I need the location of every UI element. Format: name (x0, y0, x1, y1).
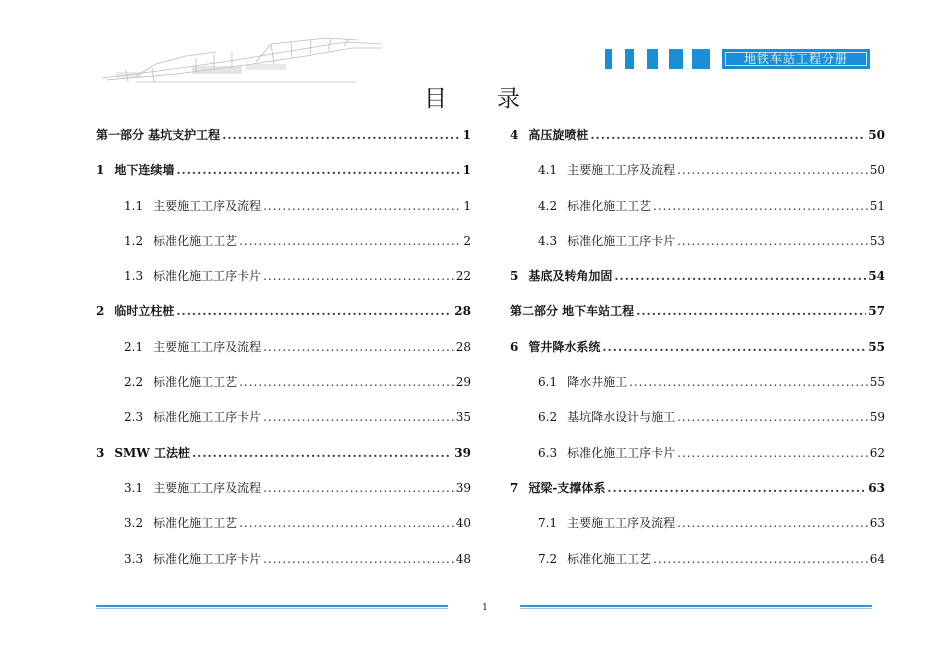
toc-entry-title: 基坑降水设计与施工 (567, 410, 676, 425)
toc-leader-dots (239, 506, 454, 541)
toc-entry-title: 标准化施工工序卡片 (153, 551, 262, 566)
toc-entry[interactable] (96, 153, 471, 188)
toc-entry-page: 57 (868, 304, 885, 319)
title-char-1: 目 (424, 86, 453, 112)
toc-entry-number: 2.3 (124, 410, 144, 425)
toc-entry[interactable] (96, 365, 471, 400)
toc-entry-number: 7.2 (538, 551, 558, 566)
page-title (0, 84, 950, 114)
toc-leader-dots (607, 471, 866, 506)
toc-entry-title: 标准化施工工艺 (567, 551, 652, 566)
toc-entry[interactable] (510, 118, 885, 153)
station-illustration (96, 34, 386, 86)
page-number: 1 (482, 603, 488, 613)
toc-entry[interactable] (96, 471, 471, 506)
toc-entry-title: 冠梁-支撑体系 (528, 480, 606, 495)
toc-leader-dots (263, 259, 454, 294)
toc-entry-title: 基底及转角加固 (528, 269, 613, 284)
toc-entry[interactable] (96, 259, 471, 294)
toc-entry-number: 2.2 (124, 375, 144, 390)
toc-entry-number: 3 (96, 445, 105, 460)
toc-right-column (510, 118, 885, 577)
toc-entry[interactable] (510, 259, 885, 294)
toc-leader-dots (636, 294, 866, 329)
toc-left-column (96, 118, 471, 577)
toc-entry[interactable] (510, 330, 885, 365)
toc-entry-page: 62 (869, 445, 885, 460)
toc-entry-number: 1.3 (124, 269, 144, 284)
toc-entry[interactable] (96, 330, 471, 365)
toc-leader-dots (222, 118, 460, 153)
toc-entry-number: 6.1 (538, 375, 558, 390)
toc-leader-dots (653, 542, 868, 577)
toc-entry[interactable] (510, 471, 885, 506)
toc-entry-page: 51 (869, 198, 885, 213)
toc-entry[interactable] (510, 294, 885, 329)
toc-entry-title: 管井降水系统 (528, 339, 601, 354)
toc-entry[interactable] (96, 294, 471, 329)
toc-entry-title: 标准化施工工艺 (567, 198, 652, 213)
toc-entry-page: 50 (868, 128, 885, 142)
toc-leader-dots (677, 224, 868, 259)
toc-entry-page: 28 (454, 304, 471, 319)
toc-leader-dots (677, 400, 868, 435)
toc-entry[interactable] (96, 224, 471, 259)
toc-entry-number: 2 (96, 304, 105, 319)
toc-entry[interactable] (96, 436, 471, 471)
toc-leader-dots (677, 506, 868, 541)
toc-entry-title: 降水井施工 (567, 375, 628, 390)
toc-entry-title: 地下连续墙 (114, 163, 175, 178)
toc-entry-page: 48 (455, 551, 471, 566)
toc-entry-page: 28 (455, 339, 471, 354)
toc-entry-number: 1.2 (124, 233, 144, 248)
toc-entry-number: 3.3 (124, 551, 144, 566)
toc-entry[interactable] (510, 506, 885, 541)
toc-entry-number: 4 (510, 128, 519, 142)
toc-entry-page: 59 (869, 410, 885, 425)
toc-entry-title: 高压旋喷桩 (528, 128, 589, 142)
toc-entry-title: SMW 工法桩 (114, 445, 190, 460)
toc-entry-page: 63 (869, 516, 885, 531)
toc-entry-title: 标准化施工工艺 (153, 375, 238, 390)
toc-entry-title: 主要施工工序及流程 (153, 198, 262, 213)
toc-entry-title: 主要施工工序及流程 (567, 163, 676, 178)
header-banner: 地铁车站工程分册 (722, 49, 870, 69)
toc-entry-page: 50 (869, 163, 885, 178)
toc-leader-dots (677, 153, 868, 188)
toc-entry-title: 标准化施工工序卡片 (567, 445, 676, 460)
toc-entry[interactable] (96, 542, 471, 577)
toc-entry-title: 标准化施工工序卡片 (153, 269, 262, 284)
toc-entry-number: 1.1 (124, 198, 144, 213)
toc-entry-page: 64 (869, 551, 885, 566)
toc-entry-page: 29 (455, 375, 471, 390)
toc-entry-number: 7.1 (538, 516, 558, 531)
toc-entry[interactable] (510, 153, 885, 188)
toc-entry-page: 39 (454, 445, 471, 460)
toc-entry-page: 1 (463, 198, 471, 213)
toc-entry-page: 1 (462, 128, 471, 142)
toc-entry[interactable] (510, 400, 885, 435)
toc-entry-title: 标准化施工工艺 (153, 233, 238, 248)
toc-entry-page: 63 (868, 480, 885, 495)
toc-entry-page: 53 (869, 233, 885, 248)
toc-entry-number: 6.2 (538, 410, 558, 425)
toc-leader-dots (263, 542, 454, 577)
toc-entry[interactable] (510, 189, 885, 224)
toc-leader-dots (263, 400, 454, 435)
toc-entry-number: 2.1 (124, 339, 144, 354)
toc-entry-page: 39 (455, 480, 471, 495)
toc-entry-page: 55 (868, 339, 885, 354)
toc-entry-title: 第一部分 基坑支护工程 (96, 128, 221, 142)
toc-leader-dots (653, 189, 868, 224)
title-char-2: 录 (497, 86, 526, 112)
toc-entry-number: 5 (510, 269, 519, 284)
toc-entry[interactable] (510, 542, 885, 577)
toc-entry-number: 6 (510, 339, 519, 354)
toc-entry-number: 3.2 (124, 516, 144, 531)
toc-entry-number: 4.3 (538, 233, 558, 248)
toc-entry-page: 22 (455, 269, 471, 284)
toc-entry[interactable] (96, 400, 471, 435)
toc-entry-title: 标准化施工工序卡片 (153, 410, 262, 425)
toc-entry-number: 7 (510, 480, 519, 495)
toc-entry-page: 55 (869, 375, 885, 390)
toc-leader-dots (192, 436, 452, 471)
toc-entry-number: 4.1 (538, 163, 558, 178)
toc-leader-dots (239, 365, 454, 400)
toc-leader-dots (677, 436, 868, 471)
toc-leader-dots (629, 365, 868, 400)
toc-entry-title: 标准化施工工艺 (153, 516, 238, 531)
toc-entry-title: 主要施工工序及流程 (153, 339, 262, 354)
toc-entry-title: 第二部分 地下车站工程 (510, 304, 635, 319)
toc-entry[interactable] (510, 436, 885, 471)
toc-entry-number: 4.2 (538, 198, 558, 213)
toc-entry-title: 主要施工工序及流程 (153, 480, 262, 495)
toc-entry-title: 主要施工工序及流程 (567, 516, 676, 531)
toc-entry-title: 标准化施工工序卡片 (567, 233, 676, 248)
toc-entry-page: 1 (462, 163, 471, 178)
toc-leader-dots (176, 294, 452, 329)
toc-entry-page: 54 (868, 269, 885, 284)
toc-leader-dots (239, 224, 461, 259)
toc-entry-title: 临时立柱桩 (114, 304, 175, 319)
toc-entry[interactable] (510, 224, 885, 259)
toc-entry-number: 1 (96, 163, 105, 178)
toc-entry[interactable] (96, 189, 471, 224)
toc-entry[interactable] (96, 118, 471, 153)
toc-entry-page: 40 (455, 516, 471, 531)
toc-leader-dots (602, 330, 866, 365)
toc-leader-dots (263, 189, 461, 224)
toc-leader-dots (590, 118, 866, 153)
toc-entry[interactable] (96, 506, 471, 541)
toc-entry[interactable] (510, 365, 885, 400)
toc-entry-page: 35 (455, 410, 471, 425)
toc-entry-number: 6.3 (538, 445, 558, 460)
toc-entry-number: 3.1 (124, 480, 144, 495)
toc-entry-page: 2 (463, 233, 471, 248)
toc-leader-dots (263, 330, 454, 365)
toc-leader-dots (614, 259, 866, 294)
toc-leader-dots (176, 153, 460, 188)
toc-leader-dots (263, 471, 454, 506)
